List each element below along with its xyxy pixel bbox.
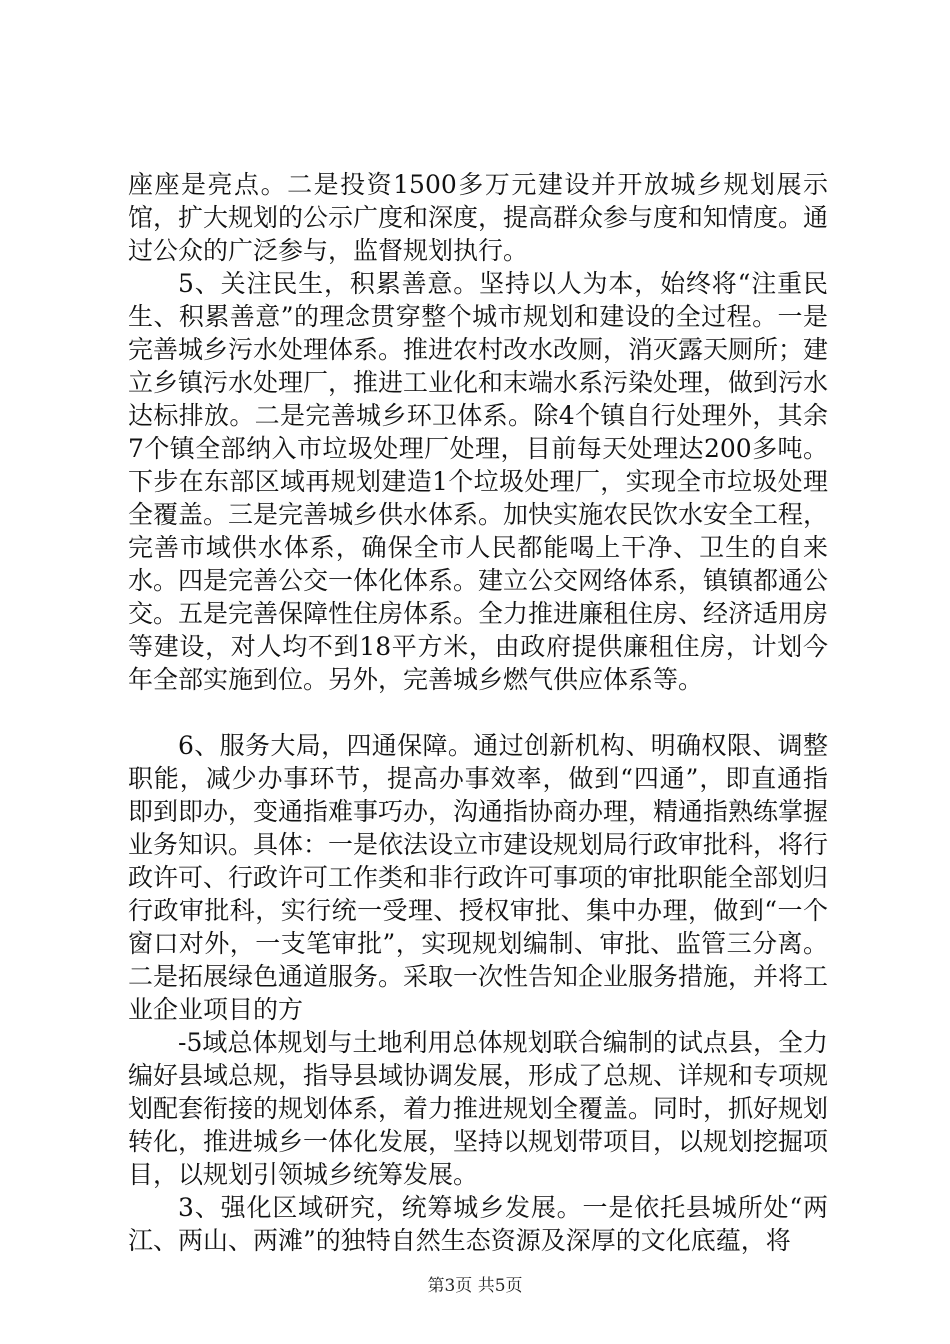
paragraph-continuation: 座座是亮点。二是投资1500多万元建设并开放城乡规划展示馆，扩大规划的公示广度和深度，提高群众参与度和知情度。通过公众的广泛参与，监督规划执行。 <box>128 170 829 265</box>
paragraph-item-3: 3、强化区域研究，统筹城乡发展。一是依托县城所处“两江、两山、两滩”的独特自然生态资源及深厚的文化底蕴，将 <box>128 1193 828 1255</box>
document-body <box>128 168 828 1257</box>
paragraph-fragment: -5域总体规划与土地利用总体规划联合编制的试点县，全力编好县域总规，指导县域协调发展，形成了总规、详规和专项规划配套衔接的规划体系，着力推进规划全覆盖。同时，抓好规划转化，推进城乡一体化发展，坚持以规划带项目，以规划挖掘项目，以规划引领城乡统筹发展。 <box>128 1028 829 1189</box>
page-number-footer: 第3页 共5页 <box>427 1276 523 1296</box>
paragraph-item-5: 5、关注民生，积累善意。坚持以人为本，始终将“注重民生、积累善意”的理念贯穿整个城市规划和建设的全过程。一是完善城乡污水处理体系。推进农村改水改厕，消灭露天厕所；建立乡镇污水处理厂，推进工业化和末端水系污染处理，做到污水达标排放。二是完善城乡环卫体系。除4个镇自行处理外，其余7个镇全部纳入市垃圾处理厂处理，目前每天处理达200多吨。下步在东部区域再规划建造1个垃圾处理厂，实现全市垃圾处理全覆盖。三是完善城乡供水体系。加快实施农民饮水安全工程，完善市域供水体系，确保全市人民都能喝上干净、卫生的自来水。四是完善公交一体化体系。建立公交网络体系，镇镇都通公交。五是完善保障性住房体系。全力推进廉租住房、经济适用房等建设，对人均不到18平方米，由政府提供廉租住房，计划今年全部实施到位。另外，完善城乡燃气供应体系等。 <box>128 269 829 694</box>
paragraph-item-6: 6、服务大局，四通保障。通过创新机构、明确权限、调整职能，减少办事环节，提高办事效率，做到“四通”，即直通指即到即办，变通指难事巧办，沟通指协商办理，精通指熟练掌握业务知识。具体：一是依法设立市建设规划局行政审批科，将行政许可、行政许可工作类和非行政许可事项的审批职能全部划归行政审批科，实行统一受理、授权审批、集中办理，做到“一个窗口对外，一支笔审批”，实现规划编制、审批、监管三分离。二是拓展绿色通道服务。采取一次性告知企业服务措施，并将工业企业项目的方 <box>128 731 829 1024</box>
